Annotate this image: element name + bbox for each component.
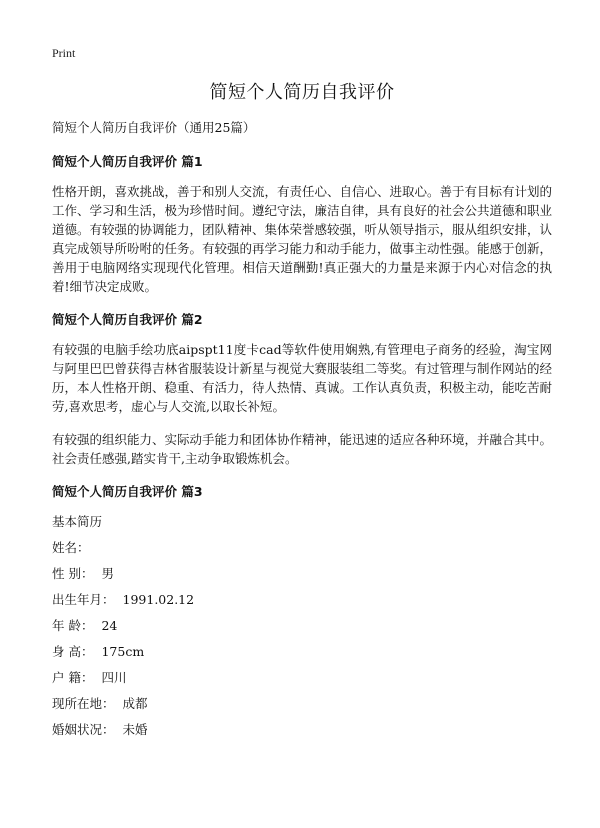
section-3	[52, 482, 552, 737]
resume-field-height	[52, 642, 552, 659]
section-paragraph: 性格开朗，喜欢挑战，善于和别人交流，有责任心、自信心、进取心。善于有目标有计划的工作、学习和生活，极为珍惜时间。遵纪守法，廉洁自律，具有良好的社会公共道德和职业道德。有较强的协调能力，团队精神、集体荣誉感较强，听从领导指示，服从组织安排，认真完成领导所吩咐的任务。有较强的再学习能力和动手能力，做事主动性强。能感于创新，善用于电脑网络实现现代化管理。相信天道酬勤!真正强大的力量是来源于内心对信念的执着!细节决定成败。	[52, 184, 553, 294]
section-heading: 简短个人简历自我评价 篇1	[52, 154, 203, 169]
field-label: 身 高：	[52, 644, 94, 659]
section-heading: 简短个人简历自我评价 篇3	[52, 484, 203, 499]
section-paragraph: 有较强的组织能力、实际动手能力和团体协作精神，能迅速的适应各种环境，并融合其中。社会责任感强,踏实肯干,主动争取锻炼机会。	[52, 432, 553, 466]
section-1	[52, 152, 552, 296]
field-value: 四川	[101, 670, 127, 685]
page-title: 简短个人简历自我评价	[209, 82, 395, 103]
field-label: 户 籍：	[52, 670, 94, 685]
document-subtitle: 简短个人简历自我评价（通用25篇）	[52, 120, 256, 135]
resume-field-age	[52, 616, 552, 633]
field-value: 24	[101, 618, 118, 633]
resume-field-birthdate	[52, 590, 552, 607]
document-body	[52, 78, 552, 746]
resume-field-name	[52, 538, 552, 555]
field-label: 出生年月：	[52, 592, 115, 607]
section-2	[52, 310, 552, 468]
field-value: 未婚	[122, 722, 148, 737]
field-label: 性 别：	[52, 566, 94, 581]
section-paragraph: 有较强的电脑手绘功底aipspt11度卡cad等软件使用娴熟,有管理电子商务的经验，淘宝网与阿里巴巴曾获得吉林省服装设计新星与视觉大赛服装组二等奖。有过管理与制作网站的经历，本人性格开朗、稳重、有活力，待人热情、真诚。工作认真负责，积极主动，能吃苦耐劳,喜欢思考，虚心与人交流,以取长补短。	[52, 342, 553, 414]
field-label: 婚姻状况：	[52, 722, 115, 737]
field-value: 男	[101, 566, 114, 581]
resume-field-hometown	[52, 668, 552, 685]
resume-field-marital	[52, 720, 552, 737]
field-value: 1991.02.12	[122, 592, 195, 607]
resume-field-gender	[52, 564, 552, 581]
field-label: 现所在地：	[52, 696, 115, 711]
resume-field-location	[52, 694, 552, 711]
field-value: 175cm	[101, 644, 145, 659]
field-label: 姓名：	[52, 540, 90, 555]
field-label: 年 龄：	[52, 618, 94, 633]
field-value: 成都	[122, 696, 148, 711]
print-link[interactable]: Print	[52, 46, 76, 60]
resume-heading: 基本简历	[52, 514, 103, 529]
section-heading: 简短个人简历自我评价 篇2	[52, 312, 203, 327]
